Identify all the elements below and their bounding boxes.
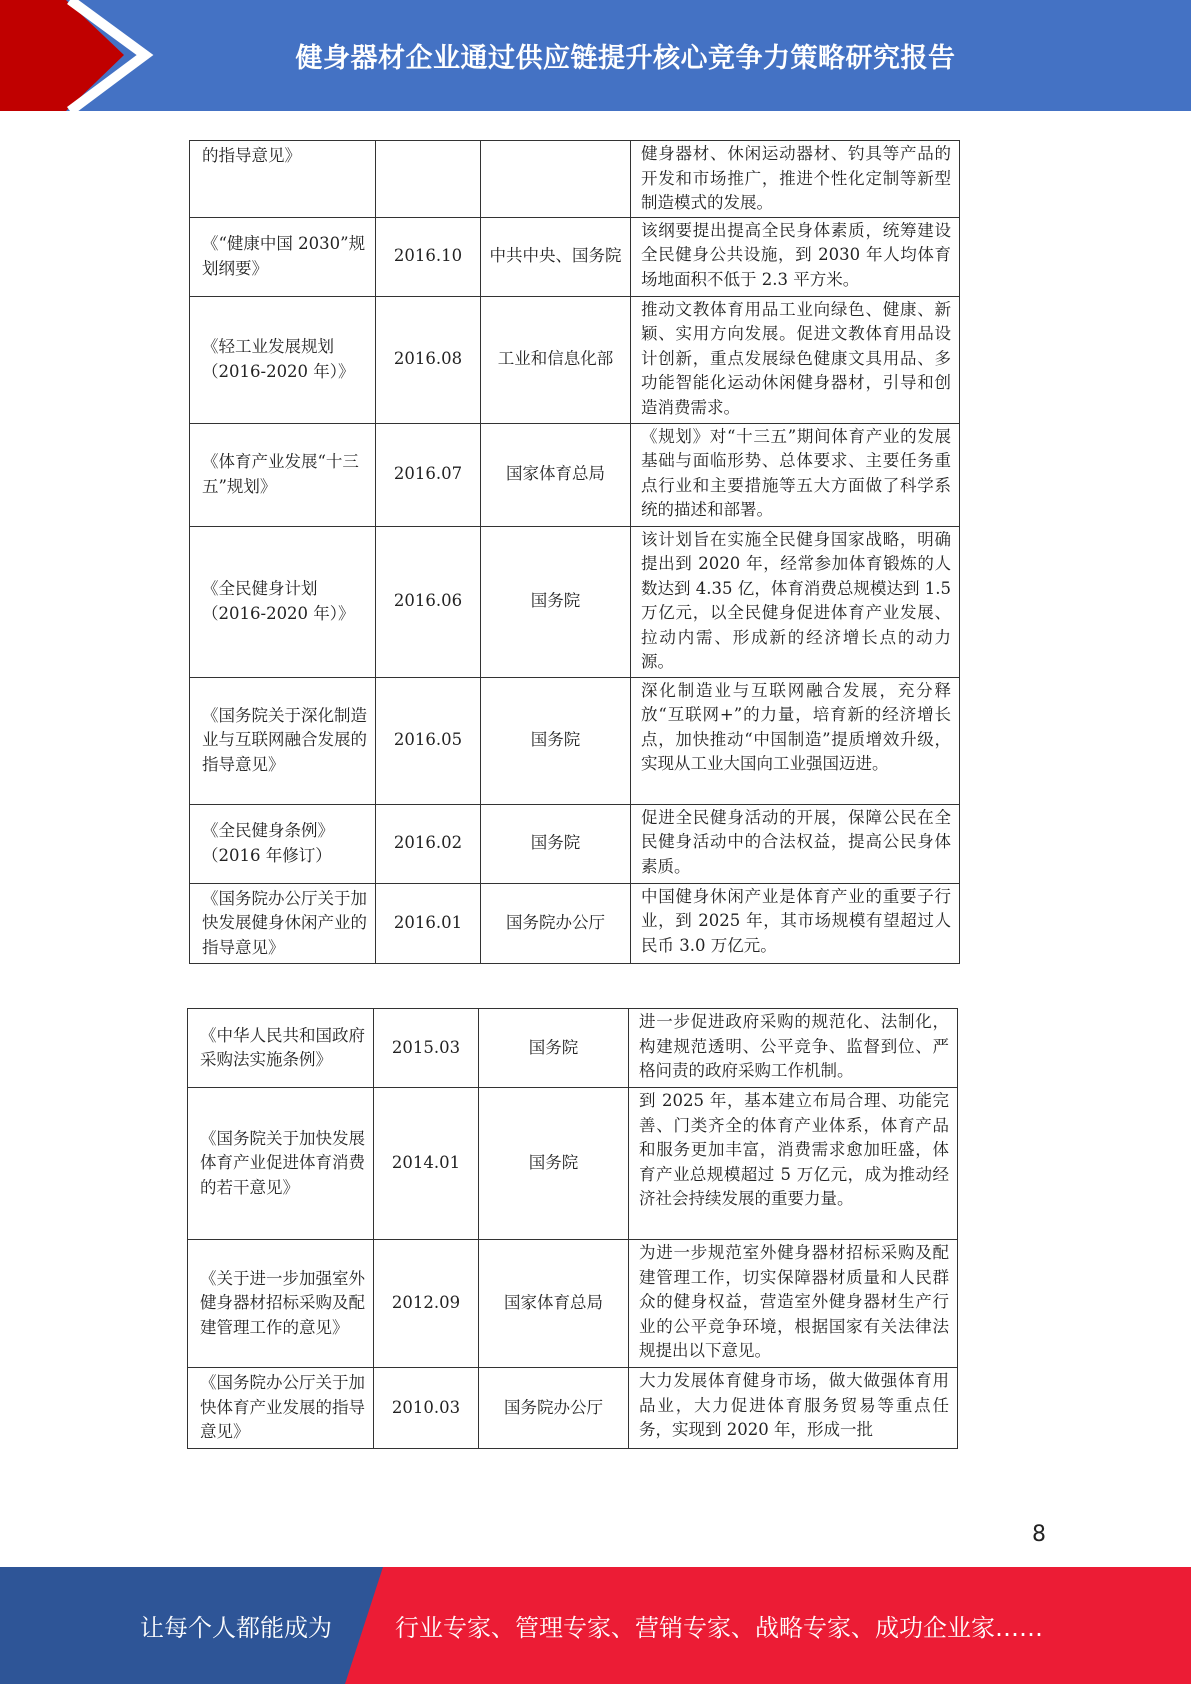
policy-name: 《国务院关于深化制造业与互联网融合发展的指导意见》 [190,677,376,804]
policy-issuer [481,141,631,218]
policy-table-1 [189,140,960,964]
policy-date: 2016.07 [376,423,481,526]
table-row [190,677,960,804]
table-row [190,141,960,218]
policy-name: 《体育产业发展“十三五”规划》 [190,423,376,526]
table-row [190,526,960,677]
page-footer [0,1567,1191,1684]
policy-date [376,141,481,218]
policy-name: 《国务院办公厅关于加快发展健身休闲产业的指导意见》 [190,883,376,964]
policy-issuer: 工业和信息化部 [481,296,631,423]
policy-date: 2016.08 [376,296,481,423]
policy-issuer: 国务院 [481,526,631,677]
policy-description: 进一步促进政府采购的规范化、法制化，构建规范透明、公平竞争、监督到位、严格问责的政府采购工作机制。 [629,1009,958,1088]
policy-issuer: 国务院 [481,804,631,883]
policy-name: 的指导意见》 [190,141,376,218]
page-number: 8 [1032,1522,1046,1547]
policy-issuer: 中共中央、国务院 [481,217,631,296]
policy-description: 健身器材、休闲运动器材、钓具等产品的开发和市场推广，推进个性化定制等新型制造模式的发展。 [631,141,960,218]
policy-issuer: 国务院 [479,1009,629,1088]
policy-name: 《全民健身条例》（2016 年修订） [190,804,376,883]
policy-issuer: 国务院 [479,1088,629,1240]
policy-description: 该计划旨在实施全民健身国家战略，明确提出到 2020 年，经常参加体育锻炼的人数达到 4.35 亿，体育消费总规模达到 1.5 万亿元，以全民健身促进体育产业发展、拉动内需、形成新的经济增长点的动力源。 [631,526,960,677]
policy-name: 《关于进一步加强室外健身器材招标采购及配建管理工作的意见》 [188,1240,374,1368]
table-row [190,804,960,883]
table-row [188,1368,958,1449]
policy-description: 推动文教体育用品工业向绿色、健康、新颖、实用方向发展。促进文教体育用品设计创新，重点发展绿色健康文具用品、多功能智能化运动休闲健身器材，引导和创造消费需求。 [631,296,960,423]
policy-name: 《轻工业发展规划（2016-2020 年）》 [190,296,376,423]
table-row [190,296,960,423]
table-row [188,1009,958,1088]
policy-date: 2010.03 [374,1368,479,1449]
policy-issuer: 国务院办公厅 [481,883,631,964]
footer-slogan-right: 行业专家、管理专家、营销专家、战略专家、成功企业家…… [395,1614,1043,1642]
policy-issuer: 国务院 [481,677,631,804]
policy-description: 促进全民健身活动的开展，保障公民在全民健身活动中的合法权益，提高公民身体素质。 [631,804,960,883]
policy-description: 大力发展体育健身市场，做大做强体育用品业，大力促进体育服务贸易等重点任务，实现到 2020 年，形成一批 [629,1368,958,1449]
policy-date: 2012.09 [374,1240,479,1368]
table-row [190,423,960,526]
policy-name: 《中华人民共和国政府采购法实施条例》 [188,1009,374,1088]
policy-name: 《“健康中国 2030”规划纲要》 [190,217,376,296]
policy-issuer: 国务院办公厅 [479,1368,629,1449]
policy-description: 为进一步规范室外健身器材招标采购及配建管理工作，切实保障器材质量和人民群众的健身权益，营造室外健身器材生产行业的公平竞争环境，根据国家有关法律法规提出以下意见。 [629,1240,958,1368]
policy-description: 到 2025 年，基本建立布局合理、功能完善、门类齐全的体育产业体系，体育产品和服务更加丰富，消费需求愈加旺盛，体育产业总规模超过 5 万亿元，成为推动经济社会持续发展的重要力量。 [629,1088,958,1240]
policy-name: 《国务院关于加快发展体育产业促进体育消费的若干意见》 [188,1088,374,1240]
table-row [188,1240,958,1368]
table-row [188,1088,958,1240]
policy-date: 2016.01 [376,883,481,964]
policy-name: 《国务院办公厅关于加快体育产业发展的指导意见》 [188,1368,374,1449]
policy-date: 2015.03 [374,1009,479,1088]
policy-table-2 [187,1008,958,1449]
policy-date: 2016.05 [376,677,481,804]
policy-date: 2014.01 [374,1088,479,1240]
policy-description: 深化制造业与互联网融合发展，充分释放“互联网+”的力量，培育新的经济增长点，加快推动“中国制造”提质增效升级，实现从工业大国向工业强国迈进。 [631,677,960,804]
page-header [0,0,1191,111]
table-row [190,883,960,964]
policy-description: 该纲要提出提高全民身体素质，统筹建设全民健身公共设施，到 2030 年人均体育场地面积不低于 2.3 平方米。 [631,217,960,296]
footer-slogan-left: 让每个人都能成为 [140,1614,332,1642]
policy-description: 《规划》对“十三五”期间体育产业的发展基础与面临形势、总体要求、主要任务重点行业和主要措施等五大方面做了科学系统的描述和部署。 [631,423,960,526]
policy-name: 《全民健身计划（2016-2020 年）》 [190,526,376,677]
report-title: 健身器材企业通过供应链提升核心竞争力策略研究报告 [295,43,956,74]
policy-issuer: 国家体育总局 [479,1240,629,1368]
policy-date: 2016.02 [376,804,481,883]
policy-issuer: 国家体育总局 [481,423,631,526]
policy-date: 2016.10 [376,217,481,296]
policy-date: 2016.06 [376,526,481,677]
table-row [190,217,960,296]
policy-description: 中国健身休闲产业是体育产业的重要子行业，到 2025 年，其市场规模有望超过人民币 3.0 万亿元。 [631,883,960,964]
